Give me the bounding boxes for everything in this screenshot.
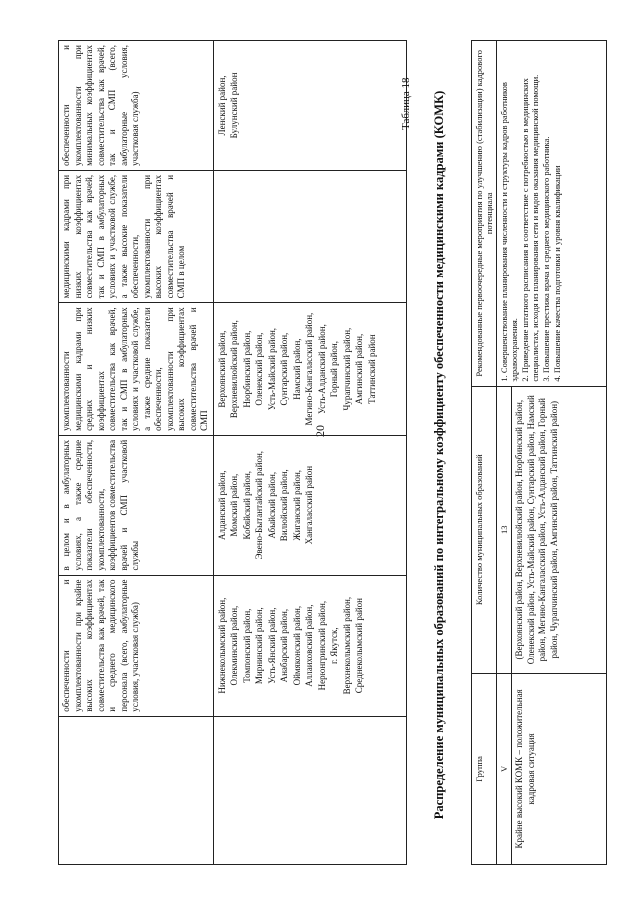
district-item: г. Якутск, <box>329 627 339 664</box>
table-label: Таблица 18 <box>400 77 412 130</box>
table-cell <box>59 716 214 864</box>
district-item: Намский район, <box>291 338 302 400</box>
distribution-table <box>471 40 607 865</box>
district-item: Чурапчинский район, <box>341 327 352 411</box>
district-item: Верхнеколымский район, <box>341 596 352 695</box>
district-item: Анабарский район, <box>279 608 289 683</box>
table-cell <box>213 716 406 864</box>
table-header-row <box>472 41 497 865</box>
district-item: Сунтарский район, <box>279 332 289 406</box>
column-header: Группа <box>472 673 497 864</box>
district-item: Нижнеколымский район, <box>216 597 227 694</box>
district-item: Булунский район <box>229 72 239 139</box>
table-cell <box>497 41 607 387</box>
district-item: Томпонский район, <box>241 608 252 683</box>
district-item: Эвено-Бытантайский район, <box>254 450 264 560</box>
group-description: Крайне высокий КОМК – положительная кадровая ситуация <box>512 673 607 864</box>
table-row <box>213 41 406 865</box>
district-item: Ленский район, <box>216 75 227 136</box>
table-row <box>59 41 214 865</box>
district-item: Горный район, <box>329 340 339 398</box>
district-item: Алданский район, <box>216 470 227 540</box>
district-count: 13 <box>497 386 512 673</box>
district-list-cell <box>213 303 406 435</box>
district-item: Момский район, <box>229 473 239 537</box>
district-item: Усть-Майский район, <box>266 327 277 411</box>
district-item: Кобяйский район, <box>241 470 252 540</box>
district-list: (Верхоянский район, Верхневилюйский район, Нюрбинский район, Оленекский район, Усть-Майский район, Сунтарский район, Намский район, Мегино-Кангаласский район, Усть-Алданский район, Горный район, Чурапчинский район, Амгинский район, Таттинский район) <box>512 386 607 673</box>
district-item: Усть-Янский район, <box>266 607 277 684</box>
district-item: Жиганский район, <box>291 469 302 541</box>
table-cell: укомплектованности медицинскими кадрами при средних и низких коэффициентах совместительства как врачей, так и СМП в амбулаторных условиях и участковой службе, а также средние показатели обеспеченности, укомплектованности при высоких коэффициентах совместительства врачей и СМП <box>59 303 214 435</box>
district-item: Оленекский район, <box>254 332 264 406</box>
district-item: Среднеколымский район <box>354 598 364 694</box>
table-cell: медицинскими кадрами при низких коэффициентах совместительства как врачей, так и СМП в амбулаторных условиях и участковой службе, а также высокие показатели обеспеченности, укомплектованности при высоких коэффициентах совместительства врачей и СМП в целом <box>59 170 214 302</box>
district-item: Вилюйский район, <box>279 469 289 542</box>
table-cell: в целом и в амбулаторных условиях, а также средние показатели обеспеченности, укомплектованности, коэффициентов совместительства врачей и СМП участковой службы <box>59 435 214 575</box>
table-row <box>497 41 512 865</box>
table-cell <box>213 170 406 302</box>
table-cell: обеспеченности и укомплектованности при минимальных коэффициентах совместительства как врачей, так и СМП (всего, амбулаторные условия, участковая служба) <box>59 41 214 171</box>
column-header: Рекомендованные первоочередные мероприятия по улучшению (стабилизации) кадрового потенциала <box>472 41 497 387</box>
column-header: Количество муниципальных образований <box>472 386 497 673</box>
district-item: Нюрбинский район, <box>241 330 252 408</box>
table-cell: обеспеченности и укомплектованности при крайне высоких коэффициентах совместительства как врачей, так и среднего медицинского персонала (всего, амбулаторные условия, участковая служба) <box>59 575 214 716</box>
district-item: Амгинский район, <box>354 333 364 405</box>
group-number: V <box>497 673 512 864</box>
district-item: Верхневилюйский район, <box>229 320 239 419</box>
recommendation-item: 2. Приведение штатного расписания в соответствие с потребностью в медицинских специалистах, исходя из планирования сети и видов оказания медицинской помощи. <box>520 74 540 382</box>
district-item: Хангаласский район <box>304 465 314 545</box>
recommendation-item: 4. Повышение качества подготовки и уровня квалификации <box>552 165 562 382</box>
recommendation-item: 3. Повышение престижа врача и среднего медицинского работника. <box>541 136 551 382</box>
continued-table <box>58 40 407 865</box>
district-item: Мирнинский район, <box>254 607 264 685</box>
district-item: Верхоянский район, <box>216 330 227 408</box>
district-item: Мегино-Кангаласский район, <box>304 312 314 426</box>
district-item: Абыйский район, <box>266 471 277 539</box>
district-item: Олекминский район, <box>229 605 239 686</box>
district-list-cell <box>213 575 406 716</box>
district-list-cell <box>213 435 406 575</box>
district-item: Нерюнгринский район, <box>316 600 327 691</box>
district-item: Аллаиховский район, <box>304 604 314 687</box>
district-item: Таттинский район <box>366 334 377 404</box>
section-title: Распределение муниципальных образований по интегральному коэффициенту обеспеченности медицинскими кадрами (КОМК) <box>432 90 446 820</box>
district-item: Усть-Алданский район, <box>316 324 327 415</box>
recommendation-item: 1. Совершенствование планирования численности и структуры кадров работников здравоохранения. <box>499 82 519 382</box>
district-list-cell <box>213 41 406 171</box>
district-item: Оймяконский район, <box>291 605 302 686</box>
page-number: 20 <box>313 425 327 437</box>
